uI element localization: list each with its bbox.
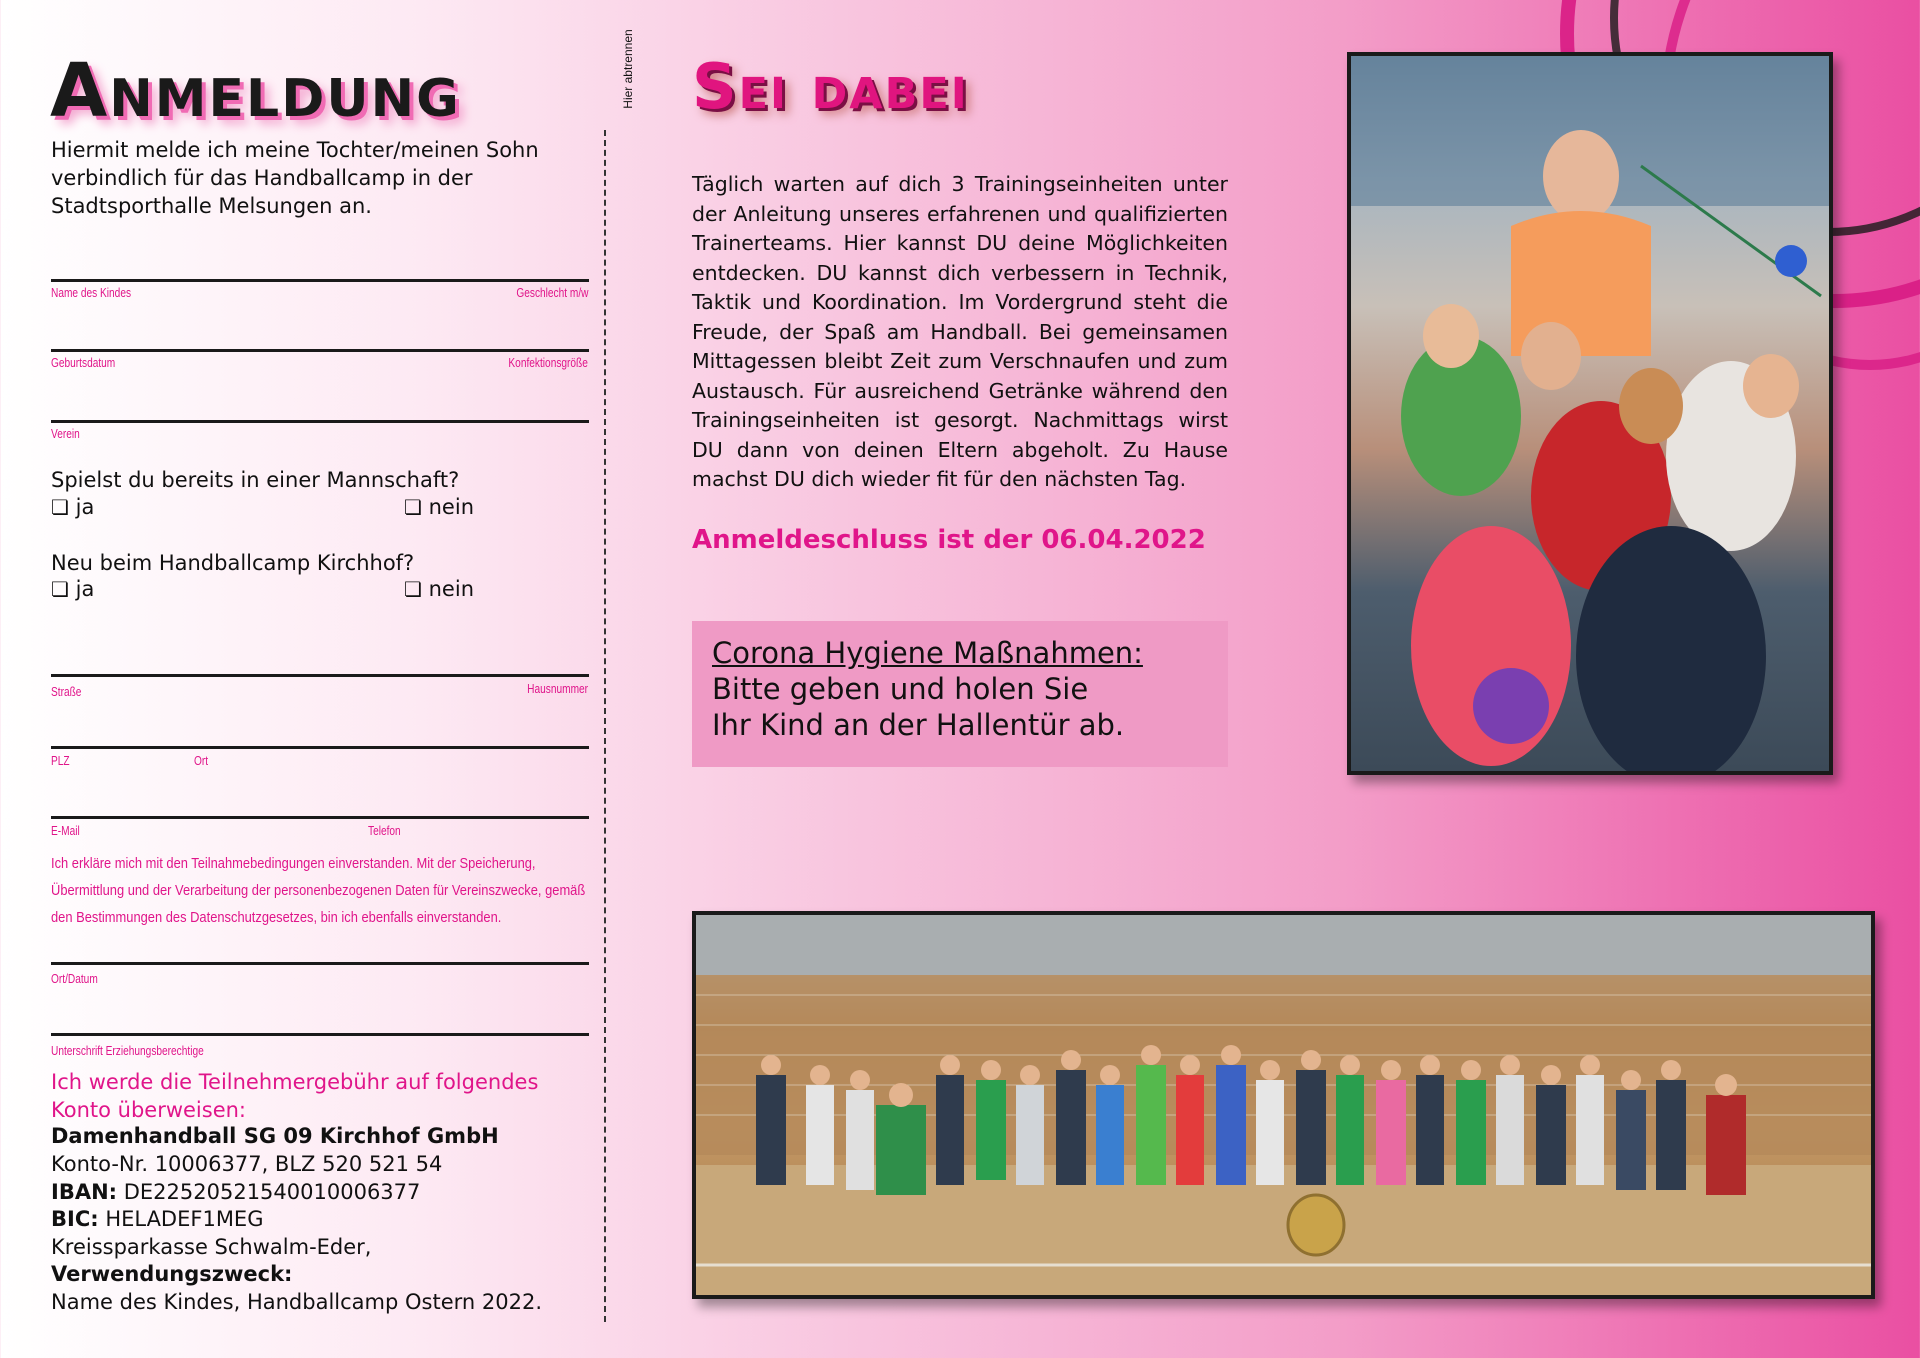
child-name-field[interactable] (51, 279, 589, 282)
payment-heading: Ich werde die Teilnehmergebühr auf folgendes Konto überweisen: (51, 1070, 539, 1122)
account-line: Konto-Nr. 10006377, BLZ 520 521 54 (51, 1152, 443, 1176)
street-field[interactable] (51, 674, 589, 677)
checkbox-icon: ❏ (51, 495, 69, 519)
question-team: Spielst du bereits in einer Mannschaft? (51, 468, 460, 492)
bic-row: BIC: HELADEF1MEG (51, 1207, 264, 1231)
child-name-label: Name des Kindes (51, 285, 132, 300)
zip-label: PLZ (51, 753, 70, 768)
consent-text: Ich erkläre mich mit den Teilnahmebedingungen einverstanden. Mit der Speicherung, Übermittlung und der Verarbeitung der personenbezogenen Daten für Vereinszwecke, gemäß den Bestimmungen des Datenschutzgesetzes, bin ich ebenfalls einverstanden. (51, 855, 586, 926)
gender-label: Geschlecht m/w (515, 285, 588, 300)
email-phone-field[interactable] (51, 816, 589, 819)
zip-city-field[interactable] (51, 746, 589, 749)
team-no-checkbox[interactable]: ❏ nein (404, 495, 474, 519)
photo-kids-cheering (1347, 52, 1833, 775)
checkbox-icon: ❏ (51, 577, 69, 601)
checkbox-icon: ❏ (404, 495, 422, 519)
place-date-field[interactable] (51, 962, 589, 965)
photo-illustration (1351, 56, 1829, 771)
corona-line: Ihr Kind an der Hallentür ab. (712, 708, 1125, 742)
corona-line: Bitte geben und holen Sie (712, 672, 1089, 706)
club-field[interactable] (51, 420, 589, 423)
city-label: Ort (194, 753, 209, 768)
birthdate-field[interactable] (51, 349, 589, 352)
email-label: E-Mail (51, 823, 80, 838)
birthdate-label: Geburtsdatum (51, 355, 116, 370)
corona-notice (692, 621, 1228, 767)
info-body: Täglich warten auf dich 3 Trainingseinheiten unter der Anleitung unseres erfahrenen und qualifizierten Trainerteams. Hier kannst DU deine Möglichkeiten entdecken. DU kannst dich verbessern in Technik, Taktik und Koordination. Im Vordergrund steht die Freude, der Spaß am Handball. Bei gemeinsamen Mittagessen bleibt Zeit zum Verschnaufen und zum Austausch. Für ausreichend Getränke während den Trainingseinheiten ist gesorgt. Nachmittags wirst DU dann von deinen Eltern abgeholt. Zu Hause machst DU dich wieder fit für den nächsten Tag. (692, 172, 1228, 491)
iban-row: IBAN: DE22520521540010006377 (51, 1180, 421, 1204)
clothing-size-label: Konfektionsgröße (508, 355, 588, 370)
account-holder: Damenhandball SG 09 Kirchhof GmbH (51, 1124, 499, 1148)
question-new: Neu beim Handballcamp Kirchhof? (51, 551, 415, 575)
deadline-text: Anmeldeschluss ist der 06.04.2022 (692, 525, 1206, 555)
page-title: Sei dabei (692, 50, 969, 123)
new-yes-checkbox[interactable]: ❏ ja (51, 577, 95, 601)
cut-line (604, 130, 606, 1322)
purpose-label: Verwendungszweck: (51, 1262, 293, 1286)
bank-name: Kreissparkasse Schwalm-Eder, (51, 1235, 372, 1259)
corona-title: Corona Hygiene Maßnahmen: (712, 636, 1143, 670)
form-intro: Hiermit melde ich meine Tochter/meinen Sohn verbindlich für das Handballcamp in der Stadtsporthalle Melsungen an. (51, 138, 539, 218)
form-title: Anmeldung (50, 48, 461, 134)
street-label: Straße (51, 684, 82, 699)
house-number-label: Hausnummer (527, 681, 588, 696)
checkbox-icon: ❏ (404, 577, 422, 601)
signature-label: Unterschrift Erziehungsberechtige (51, 1043, 204, 1058)
place-date-label: Ort/Datum (51, 971, 98, 986)
team-yes-checkbox[interactable]: ❏ ja (51, 495, 95, 519)
club-label: Verein (51, 426, 80, 441)
photo-illustration (696, 915, 1871, 1295)
signature-field[interactable] (51, 1033, 589, 1036)
purpose-text: Name des Kindes, Handballcamp Ostern 2022. (51, 1290, 542, 1314)
new-no-checkbox[interactable]: ❏ nein (404, 577, 474, 601)
phone-label: Telefon (368, 823, 401, 838)
photo-group (692, 911, 1875, 1299)
cut-label: Hier abtrennen (621, 29, 635, 109)
